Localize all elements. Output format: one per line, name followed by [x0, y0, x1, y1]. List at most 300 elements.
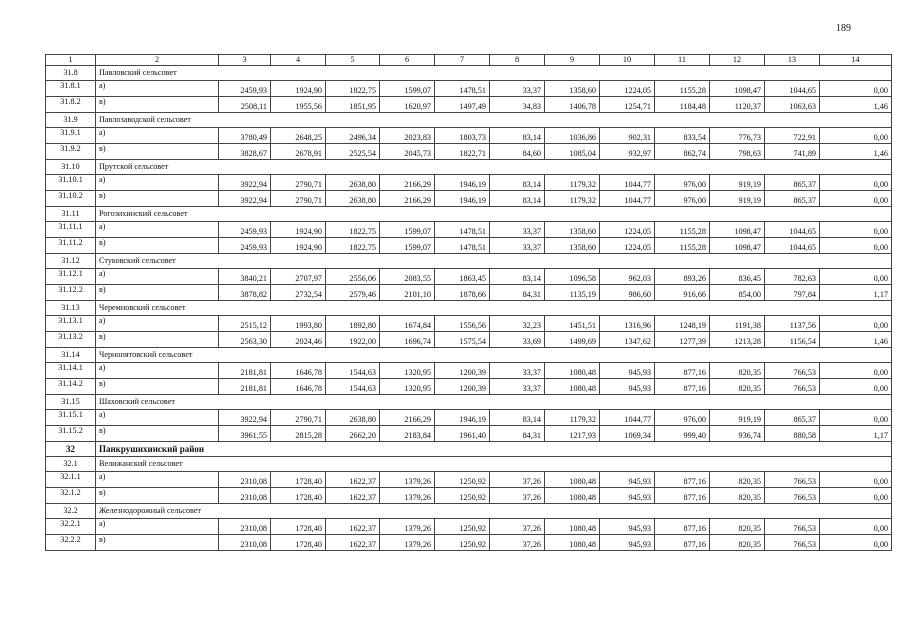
value-cell: 945,93 [600, 519, 655, 535]
value-cell: 37,26 [490, 535, 545, 551]
value-cell: 1080,48 [545, 488, 600, 504]
row-label: а) [96, 128, 219, 144]
value-cell: 766,53 [765, 363, 820, 379]
value-cell: 865,37 [765, 175, 820, 191]
row-label: в) [96, 238, 219, 254]
value-cell: 1098,47 [710, 81, 765, 97]
value-cell: 919,19 [710, 410, 765, 426]
value-cell: 1478,51 [435, 238, 490, 254]
value-cell: 1063,63 [765, 97, 820, 113]
value-cell: 1044,65 [765, 238, 820, 254]
value-cell: 1358,60 [545, 222, 600, 238]
row-label: а) [96, 175, 219, 191]
section-code: 31.11 [46, 207, 96, 222]
value-cell: 1993,80 [271, 316, 326, 332]
section-row [46, 207, 892, 222]
value-cell: 83,14 [490, 191, 545, 207]
row-code: 31.10.1 [46, 175, 96, 191]
row-code: 31.12.1 [46, 269, 96, 285]
value-cell: 1924,90 [271, 222, 326, 238]
value-cell: 1120,37 [710, 97, 765, 113]
value-cell: 2166,29 [380, 410, 435, 426]
value-cell: 83,14 [490, 269, 545, 285]
value-cell: 2815,28 [271, 426, 326, 442]
value-cell: 820,35 [710, 535, 765, 551]
page-number: 189 [836, 23, 851, 34]
value-cell: 2310,08 [219, 519, 271, 535]
value-cell: 3922,94 [219, 410, 271, 426]
value-cell: 1961,40 [435, 426, 490, 442]
value-cell: 1,46 [820, 144, 892, 160]
column-header: 10 [600, 55, 655, 66]
column-header: 12 [710, 55, 765, 66]
value-cell: 1478,51 [435, 81, 490, 97]
value-cell: 1250,92 [435, 519, 490, 535]
value-cell: 1250,92 [435, 488, 490, 504]
value-cell: 798,63 [710, 144, 765, 160]
row-code: 31.15.1 [46, 410, 96, 426]
value-cell: 1155,28 [655, 81, 710, 97]
value-cell: 766,53 [765, 472, 820, 488]
value-cell: 33,37 [490, 379, 545, 395]
table-row [46, 81, 892, 97]
value-cell: 1599,07 [380, 81, 435, 97]
table-row [46, 238, 892, 254]
value-cell: 976,00 [655, 410, 710, 426]
value-cell: 2579,46 [326, 285, 380, 301]
column-header: 7 [435, 55, 490, 66]
value-cell: 83,14 [490, 175, 545, 191]
section-name: Шаховский сельсовет [96, 395, 892, 410]
column-header: 14 [820, 55, 892, 66]
value-cell: 820,35 [710, 363, 765, 379]
table-row [46, 175, 892, 191]
section-row [46, 395, 892, 410]
value-cell: 83,14 [490, 410, 545, 426]
row-label: а) [96, 269, 219, 285]
value-cell: 2790,71 [271, 410, 326, 426]
value-cell: 1069,34 [600, 426, 655, 442]
value-cell: 2638,80 [326, 191, 380, 207]
row-code: 32.1.2 [46, 488, 96, 504]
value-cell: 1080,48 [545, 363, 600, 379]
value-cell: 1,46 [820, 332, 892, 348]
value-cell: 797,84 [765, 285, 820, 301]
value-cell: 919,19 [710, 191, 765, 207]
value-cell: 1497,49 [435, 97, 490, 113]
value-cell: 962,03 [600, 269, 655, 285]
row-label: а) [96, 519, 219, 535]
value-cell: 1620,97 [380, 97, 435, 113]
section-row [46, 66, 892, 81]
section-code: 31.10 [46, 160, 96, 175]
section-row [46, 254, 892, 269]
section-name: Велижанский сельсовет [96, 457, 892, 472]
value-cell: 1358,60 [545, 81, 600, 97]
value-cell: 1096,58 [545, 269, 600, 285]
value-cell: 1646,78 [271, 363, 326, 379]
value-cell: 932,97 [600, 144, 655, 160]
row-label: а) [96, 472, 219, 488]
value-cell: 1080,48 [545, 535, 600, 551]
value-cell: 976,00 [655, 175, 710, 191]
value-cell: 1277,39 [655, 332, 710, 348]
value-cell: 2101,10 [380, 285, 435, 301]
value-cell: 1599,07 [380, 238, 435, 254]
value-cell: 766,53 [765, 519, 820, 535]
section-name: Черемновский сельсовет [96, 301, 892, 316]
value-cell: 1599,07 [380, 222, 435, 238]
row-code: 31.9.2 [46, 144, 96, 160]
section-code: 31.15 [46, 395, 96, 410]
value-cell: 1728,40 [271, 535, 326, 551]
value-cell: 833,54 [655, 128, 710, 144]
row-code: 31.11.2 [46, 238, 96, 254]
row-label: а) [96, 363, 219, 379]
row-code: 31.13.2 [46, 332, 96, 348]
value-cell: 1320,95 [380, 379, 435, 395]
value-cell: 1406,78 [545, 97, 600, 113]
value-cell: 1379,26 [380, 535, 435, 551]
section-name: Железнодорожный сельсовет [96, 504, 892, 519]
value-cell: 0,00 [820, 488, 892, 504]
table-row [46, 426, 892, 442]
value-cell: 33,37 [490, 238, 545, 254]
table-row [46, 363, 892, 379]
row-code: 31.13.1 [46, 316, 96, 332]
value-cell: 945,93 [600, 379, 655, 395]
section-name: Чернопятовский сельсовет [96, 348, 892, 363]
section-row [46, 348, 892, 363]
value-cell: 1135,19 [545, 285, 600, 301]
value-cell: 986,60 [600, 285, 655, 301]
value-cell: 1544,63 [326, 379, 380, 395]
table-row [46, 269, 892, 285]
value-cell: 33,37 [490, 222, 545, 238]
value-cell: 1924,90 [271, 81, 326, 97]
row-code: 32.1.1 [46, 472, 96, 488]
value-cell: 1179,32 [545, 191, 600, 207]
table-row [46, 410, 892, 426]
value-cell: 919,19 [710, 175, 765, 191]
row-code: 31.10.2 [46, 191, 96, 207]
value-cell: 2310,08 [219, 535, 271, 551]
table-row [46, 144, 892, 160]
value-cell: 1728,40 [271, 519, 326, 535]
value-cell: 776,73 [710, 128, 765, 144]
section-row [46, 504, 892, 519]
value-cell: 1098,47 [710, 238, 765, 254]
value-cell: 2181,81 [219, 363, 271, 379]
value-cell: 2181,81 [219, 379, 271, 395]
value-cell: 945,93 [600, 363, 655, 379]
value-cell: 1316,96 [600, 316, 655, 332]
table-row [46, 316, 892, 332]
value-cell: 916,66 [655, 285, 710, 301]
section-code: 31.8 [46, 66, 96, 81]
value-cell: 1379,26 [380, 519, 435, 535]
value-cell: 2496,34 [326, 128, 380, 144]
value-cell: 1044,65 [765, 81, 820, 97]
value-cell: 1080,48 [545, 472, 600, 488]
value-cell: 1254,71 [600, 97, 655, 113]
value-cell: 33,37 [490, 363, 545, 379]
value-cell: 1200,39 [435, 379, 490, 395]
value-cell: 854,00 [710, 285, 765, 301]
value-cell: 2083,55 [380, 269, 435, 285]
value-cell: 1098,47 [710, 222, 765, 238]
value-cell: 1892,80 [326, 316, 380, 332]
value-cell: 1250,92 [435, 472, 490, 488]
value-cell: 1478,51 [435, 222, 490, 238]
value-cell: 741,89 [765, 144, 820, 160]
section-name: Рогозихинский сельсовет [96, 207, 892, 222]
value-cell: 1451,51 [545, 316, 600, 332]
section-row [46, 442, 892, 457]
value-cell: 1556,56 [435, 316, 490, 332]
row-code: 31.11.1 [46, 222, 96, 238]
value-cell: 1,17 [820, 285, 892, 301]
value-cell: 2563,30 [219, 332, 271, 348]
table-body [46, 55, 892, 551]
value-cell: 877,16 [655, 472, 710, 488]
row-code: 31.9.1 [46, 128, 96, 144]
row-code: 31.8.2 [46, 97, 96, 113]
row-label: а) [96, 410, 219, 426]
value-cell: 2638,80 [326, 175, 380, 191]
table-row [46, 191, 892, 207]
value-cell: 880,58 [765, 426, 820, 442]
value-cell: 1544,63 [326, 363, 380, 379]
row-label: в) [96, 144, 219, 160]
value-cell: 820,35 [710, 519, 765, 535]
value-cell: 3922,94 [219, 191, 271, 207]
section-name: Павлозаводской сельсовет [96, 113, 892, 128]
value-cell: 2459,93 [219, 81, 271, 97]
value-cell: 1946,19 [435, 191, 490, 207]
section-row [46, 160, 892, 175]
value-cell: 1822,75 [326, 222, 380, 238]
value-cell: 820,35 [710, 379, 765, 395]
section-name: Павловский сельсовет [96, 66, 892, 81]
value-cell: 2790,71 [271, 175, 326, 191]
section-name: Стуковский сельсовет [96, 254, 892, 269]
value-cell: 0,00 [820, 191, 892, 207]
table-row [46, 535, 892, 551]
tariff-table [45, 54, 892, 551]
value-cell: 3840,21 [219, 269, 271, 285]
value-cell: 766,53 [765, 379, 820, 395]
value-cell: 2525,54 [326, 144, 380, 160]
row-code: 31.12.2 [46, 285, 96, 301]
value-cell: 37,26 [490, 472, 545, 488]
value-cell: 1922,00 [326, 332, 380, 348]
value-cell: 0,00 [820, 269, 892, 285]
value-cell: 2183,84 [380, 426, 435, 442]
value-cell: 84,31 [490, 426, 545, 442]
value-cell: 1622,37 [326, 472, 380, 488]
value-cell: 766,53 [765, 488, 820, 504]
value-cell: 2648,25 [271, 128, 326, 144]
value-cell: 1803,73 [435, 128, 490, 144]
table-row [46, 222, 892, 238]
value-cell: 2790,71 [271, 191, 326, 207]
value-cell: 2310,08 [219, 488, 271, 504]
table-row [46, 472, 892, 488]
value-cell: 999,40 [655, 426, 710, 442]
value-cell: 84,31 [490, 285, 545, 301]
value-cell: 1,17 [820, 426, 892, 442]
value-cell: 1646,78 [271, 379, 326, 395]
row-label: а) [96, 81, 219, 97]
section-name: Панкрушихинский район [96, 442, 892, 457]
value-cell: 877,16 [655, 363, 710, 379]
value-cell: 1137,56 [765, 316, 820, 332]
column-header: 13 [765, 55, 820, 66]
section-code: 31.13 [46, 301, 96, 316]
column-header: 8 [490, 55, 545, 66]
section-row [46, 113, 892, 128]
value-cell: 33,37 [490, 81, 545, 97]
row-code: 31.8.1 [46, 81, 96, 97]
value-cell: 1044,77 [600, 175, 655, 191]
value-cell: 1044,77 [600, 191, 655, 207]
value-cell: 1036,86 [545, 128, 600, 144]
value-cell: 1250,92 [435, 535, 490, 551]
column-header: 1 [46, 55, 96, 66]
value-cell: 83,14 [490, 128, 545, 144]
value-cell: 1946,19 [435, 410, 490, 426]
table-row [46, 519, 892, 535]
value-cell: 3828,67 [219, 144, 271, 160]
value-cell: 1499,69 [545, 332, 600, 348]
column-header: 4 [271, 55, 326, 66]
value-cell: 1080,48 [545, 519, 600, 535]
value-cell: 1955,56 [271, 97, 326, 113]
value-cell: 2638,80 [326, 410, 380, 426]
value-cell: 2556,06 [326, 269, 380, 285]
value-cell: 1924,90 [271, 238, 326, 254]
value-cell: 1224,05 [600, 222, 655, 238]
value-cell: 1946,19 [435, 175, 490, 191]
value-cell: 1728,40 [271, 488, 326, 504]
row-label: в) [96, 97, 219, 113]
value-cell: 37,26 [490, 519, 545, 535]
value-cell: 877,16 [655, 488, 710, 504]
value-cell: 893,26 [655, 269, 710, 285]
row-code: 31.14.2 [46, 379, 96, 395]
row-label: а) [96, 222, 219, 238]
value-cell: 1085,04 [545, 144, 600, 160]
value-cell: 2459,93 [219, 238, 271, 254]
section-code: 31.14 [46, 348, 96, 363]
value-cell: 820,35 [710, 488, 765, 504]
value-cell: 1622,37 [326, 488, 380, 504]
section-code: 32.2 [46, 504, 96, 519]
value-cell: 862,74 [655, 144, 710, 160]
value-cell: 2732,54 [271, 285, 326, 301]
value-cell: 1080,48 [545, 379, 600, 395]
row-label: а) [96, 316, 219, 332]
value-cell: 2459,93 [219, 222, 271, 238]
value-cell: 1044,77 [600, 410, 655, 426]
section-row [46, 457, 892, 472]
value-cell: 1822,71 [435, 144, 490, 160]
row-label: в) [96, 332, 219, 348]
value-cell: 1224,05 [600, 81, 655, 97]
value-cell: 945,93 [600, 488, 655, 504]
value-cell: 1575,54 [435, 332, 490, 348]
value-cell: 1878,66 [435, 285, 490, 301]
value-cell: 0,00 [820, 363, 892, 379]
row-code: 32.2.2 [46, 535, 96, 551]
value-cell: 1191,38 [710, 316, 765, 332]
value-cell: 2045,73 [380, 144, 435, 160]
value-cell: 0,00 [820, 472, 892, 488]
value-cell: 976,00 [655, 191, 710, 207]
table-row [46, 332, 892, 348]
column-header: 6 [380, 55, 435, 66]
table-row [46, 97, 892, 113]
value-cell: 2508,11 [219, 97, 271, 113]
table-row [46, 379, 892, 395]
value-cell: 84,60 [490, 144, 545, 160]
value-cell: 836,45 [710, 269, 765, 285]
value-cell: 722,91 [765, 128, 820, 144]
value-cell: 782,63 [765, 269, 820, 285]
value-cell: 2024,46 [271, 332, 326, 348]
value-cell: 1184,48 [655, 97, 710, 113]
value-cell: 2023,83 [380, 128, 435, 144]
value-cell: 865,37 [765, 410, 820, 426]
value-cell: 0,00 [820, 535, 892, 551]
section-row [46, 301, 892, 316]
value-cell: 2678,91 [271, 144, 326, 160]
row-label: в) [96, 426, 219, 442]
value-cell: 2515,12 [219, 316, 271, 332]
row-label: в) [96, 285, 219, 301]
value-cell: 945,93 [600, 472, 655, 488]
value-cell: 1358,60 [545, 238, 600, 254]
value-cell: 1179,32 [545, 410, 600, 426]
row-code: 31.14.1 [46, 363, 96, 379]
value-cell: 3961,55 [219, 426, 271, 442]
value-cell: 0,00 [820, 410, 892, 426]
value-cell: 1156,54 [765, 332, 820, 348]
value-cell: 1155,28 [655, 222, 710, 238]
value-cell: 877,16 [655, 379, 710, 395]
value-cell: 1179,32 [545, 175, 600, 191]
value-cell: 865,37 [765, 191, 820, 207]
value-cell: 902,31 [600, 128, 655, 144]
value-cell: 1822,75 [326, 238, 380, 254]
value-cell: 1200,39 [435, 363, 490, 379]
value-cell: 1851,95 [326, 97, 380, 113]
value-cell: 1379,26 [380, 472, 435, 488]
row-label: в) [96, 191, 219, 207]
value-cell: 2166,29 [380, 175, 435, 191]
value-cell: 1674,84 [380, 316, 435, 332]
column-header: 5 [326, 55, 380, 66]
section-code: 32.1 [46, 457, 96, 472]
value-cell: 3922,94 [219, 175, 271, 191]
table-row [46, 285, 892, 301]
value-cell: 766,53 [765, 535, 820, 551]
value-cell: 2662,20 [326, 426, 380, 442]
value-cell: 34,83 [490, 97, 545, 113]
value-cell: 1217,93 [545, 426, 600, 442]
value-cell: 3878,82 [219, 285, 271, 301]
